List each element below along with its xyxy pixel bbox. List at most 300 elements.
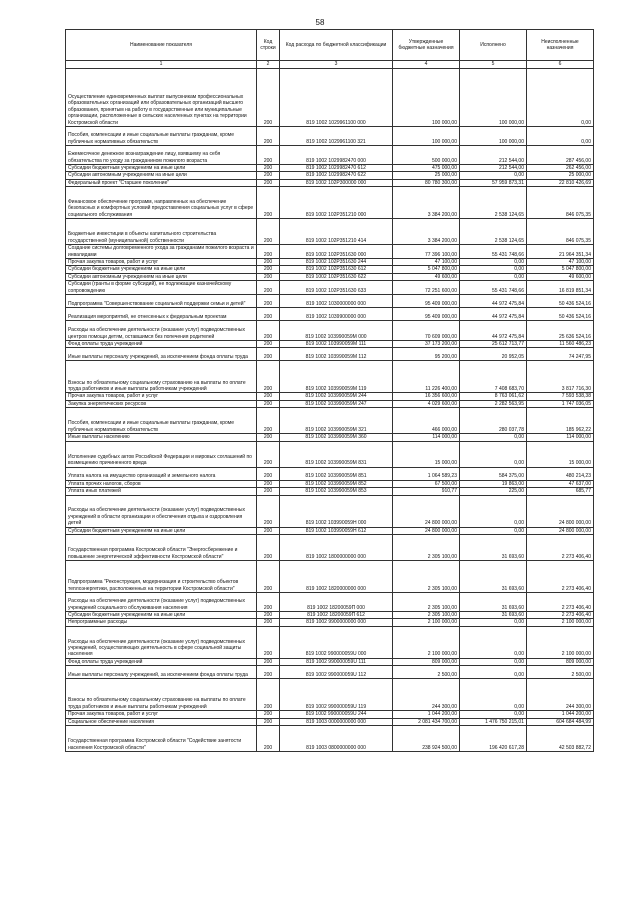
indicator-name-cell: Расходы на обеспечение деятельности (оказание услуг) подведомственных учреждений, осуществляющих деятельность в сфере социальной защиты населения — [66, 626, 257, 658]
table-row — [66, 480, 594, 487]
executed-amount-cell: 0,00 — [460, 259, 527, 266]
header-indicator-name: Наименование показателя — [66, 30, 257, 61]
unexecuted-amount-cell: 42 503 882,72 — [527, 725, 594, 751]
table-row — [66, 281, 594, 295]
executed-amount-cell: 44 972 475,84 — [460, 321, 527, 341]
executed-amount-cell: 100 000,00 — [460, 127, 527, 146]
table-row — [66, 172, 594, 179]
indicator-name-cell: Непрограммные расходы — [66, 619, 257, 626]
page-number: 58 — [315, 18, 325, 27]
table-row — [66, 165, 594, 172]
executed-amount-cell: 0,00 — [460, 172, 527, 179]
header-executed: Исполнено — [460, 30, 527, 61]
approved-amount-cell: 100 000,00 — [393, 69, 460, 127]
unexecuted-amount-cell: 25 636 524,16 — [527, 321, 594, 341]
classification-code-cell: 819 1002 103990059M 851 — [280, 467, 393, 480]
classification-code-cell: 819 1002 103990059M 000 — [280, 321, 393, 341]
indicator-name-cell: Пособия, компенсации и иные социальные выплаты гражданам, кроме публичных нормативных обязательств — [66, 127, 257, 146]
table-header-row — [66, 30, 594, 61]
executed-amount-cell: 0,00 — [460, 495, 527, 527]
line-code-cell: 200 — [257, 361, 280, 393]
table-row — [66, 592, 594, 611]
indicator-name-cell: Прочая закупка товаров, работ и услуг — [66, 393, 257, 400]
indicator-name-cell: Подпрограмма "Совершенствование социальной поддержки семьи и детей" — [66, 295, 257, 308]
executed-amount-cell: 31 693,60 — [460, 611, 527, 618]
approved-amount-cell: 77 396 100,00 — [393, 245, 460, 259]
approved-amount-cell: 2 100 000,00 — [393, 619, 460, 626]
unexecuted-amount-cell: 1 747 036,05 — [527, 400, 594, 407]
classification-code-cell: 819 1002 103990059Н 000 — [280, 495, 393, 527]
line-code-cell: 200 — [257, 393, 280, 400]
approved-amount-cell: 24 800 000,00 — [393, 527, 460, 534]
line-code-cell: 200 — [257, 495, 280, 527]
table-row — [66, 666, 594, 679]
column-number: 3 — [280, 61, 393, 69]
unexecuted-amount-cell: 3 817 716,30 — [527, 361, 594, 393]
unexecuted-amount-cell: 2 100 000,00 — [527, 626, 594, 658]
classification-code-cell: 819 1002 103990059M 360 — [280, 434, 393, 441]
line-code-cell: 200 — [257, 165, 280, 172]
classification-code-cell: 819 1002 990000059U 244 — [280, 711, 393, 718]
line-code-cell: 200 — [257, 127, 280, 146]
approved-amount-cell: 2 305 100,00 — [393, 534, 460, 560]
unexecuted-amount-cell: 1 044 200,00 — [527, 711, 594, 718]
table-row — [66, 408, 594, 434]
classification-code-cell: 819 1002 103990059M 112 — [280, 348, 393, 361]
line-code-cell: 200 — [257, 611, 280, 618]
unexecuted-amount-cell: 0,00 — [527, 69, 594, 127]
line-code-cell: 200 — [257, 273, 280, 280]
classification-code-cell: 819 1002 103990059M 244 — [280, 393, 393, 400]
table-row — [66, 488, 594, 495]
classification-code-cell: 819 1002 1820000000 000 — [280, 560, 393, 592]
indicator-name-cell: Взносы по обязательному социальному страхованию на выплаты по оплате труда работников и иные выплаты работникам учреждений — [66, 679, 257, 711]
classification-code-cell: 819 1002 1029961100 321 — [280, 127, 393, 146]
indicator-name-cell: Иные выплаты персоналу учреждений, за исключением фонда оплаты труда — [66, 666, 257, 679]
indicator-name-cell: Прочая закупка товаров, работ и услуг — [66, 711, 257, 718]
approved-amount-cell: 95 409 000,00 — [393, 295, 460, 308]
table-row — [66, 179, 594, 186]
executed-amount-cell: 2 538 124,65 — [460, 187, 527, 219]
classification-code-cell: 819 1002 102P351210 000 — [280, 187, 393, 219]
line-code-cell: 200 — [257, 308, 280, 321]
line-code-cell: 200 — [257, 666, 280, 679]
line-code-cell: 200 — [257, 295, 280, 308]
indicator-name-cell: Фонд оплаты труда учреждений — [66, 341, 257, 348]
line-code-cell: 200 — [257, 626, 280, 658]
table-row — [66, 245, 594, 259]
indicator-name-cell: Субсидии автономным учреждениям на иные цели — [66, 273, 257, 280]
executed-amount-cell: 212 544,00 — [460, 165, 527, 172]
classification-code-cell: 819 1002 102P351630 000 — [280, 245, 393, 259]
indicator-name-cell: Уплата налога на имущество организаций и земельного налога — [66, 467, 257, 480]
executed-amount-cell: 0,00 — [460, 266, 527, 273]
indicator-name-cell: Ежемесячное денежное вознаграждение лицу, взявшему на себя обязательства по уходу за гражданином пожилого возраста — [66, 146, 257, 165]
table-row — [66, 400, 594, 407]
executed-amount-cell: 196 420 617,28 — [460, 725, 527, 751]
approved-amount-cell: 5 047 800,00 — [393, 266, 460, 273]
executed-amount-cell: 0,00 — [460, 679, 527, 711]
indicator-name-cell: Закупка энергетических ресурсов — [66, 400, 257, 407]
unexecuted-amount-cell: 685,77 — [527, 488, 594, 495]
table-row — [66, 611, 594, 618]
executed-amount-cell: 225,00 — [460, 488, 527, 495]
approved-amount-cell: 80 780 300,00 — [393, 179, 460, 186]
classification-code-cell: 819 1002 1039900000 000 — [280, 308, 393, 321]
executed-amount-cell: 55 431 748,66 — [460, 281, 527, 295]
line-code-cell: 200 — [257, 725, 280, 751]
classification-code-cell: 819 1002 102P351630 622 — [280, 273, 393, 280]
line-code-cell: 200 — [257, 266, 280, 273]
executed-amount-cell: 0,00 — [460, 658, 527, 665]
indicator-name-cell: Фонд оплаты труда учреждений — [66, 658, 257, 665]
line-code-cell: 200 — [257, 658, 280, 665]
approved-amount-cell: 2 100 000,00 — [393, 626, 460, 658]
classification-code-cell: 819 1002 103990059M 852 — [280, 480, 393, 487]
indicator-name-cell: Иные выплаты персоналу учреждений, за исключением фонда оплаты труда — [66, 348, 257, 361]
indicator-name-cell: Федеральный проект "Старшее поколение" — [66, 179, 257, 186]
table-row — [66, 259, 594, 266]
classification-code-cell: 819 1002 102P351630 633 — [280, 281, 393, 295]
line-code-cell: 200 — [257, 146, 280, 165]
column-number: 5 — [460, 61, 527, 69]
table-row — [66, 658, 594, 665]
table-row — [66, 266, 594, 273]
indicator-name-cell: Исполнение судебных актов Российской Федерации и мировых соглашений по возмещению причиненного вреда — [66, 441, 257, 467]
unexecuted-amount-cell: 2 500,00 — [527, 666, 594, 679]
table-row — [66, 725, 594, 751]
unexecuted-amount-cell: 11 560 486,23 — [527, 341, 594, 348]
unexecuted-amount-cell: 846 075,35 — [527, 187, 594, 219]
header-line-code: Код строки — [257, 30, 280, 61]
unexecuted-amount-cell: 0,00 — [527, 127, 594, 146]
table-row — [66, 527, 594, 534]
line-code-cell: 200 — [257, 219, 280, 245]
executed-amount-cell: 0,00 — [460, 434, 527, 441]
unexecuted-amount-cell: 50 436 524,16 — [527, 295, 594, 308]
executed-amount-cell: 100 000,00 — [460, 69, 527, 127]
approved-amount-cell: 238 924 500,00 — [393, 725, 460, 751]
line-code-cell: 200 — [257, 187, 280, 219]
unexecuted-amount-cell: 2 273 406,40 — [527, 592, 594, 611]
line-code-cell: 200 — [257, 560, 280, 592]
unexecuted-amount-cell: 244 300,00 — [527, 679, 594, 711]
unexecuted-amount-cell: 49 600,00 — [527, 273, 594, 280]
indicator-name-cell: Взносы по обязательному социальному страхованию на выплаты по оплате труда работников и иные выплаты работникам учреждений — [66, 361, 257, 393]
line-code-cell: 200 — [257, 467, 280, 480]
classification-code-cell: 819 1002 990000059U 112 — [280, 666, 393, 679]
indicator-name-cell: Государственная программа Костромской области "Содействие занятости населения Костромской области" — [66, 725, 257, 751]
unexecuted-amount-cell: 25 000,00 — [527, 172, 594, 179]
table-row — [66, 187, 594, 219]
executed-amount-cell: 20 952,05 — [460, 348, 527, 361]
column-number: 4 — [393, 61, 460, 69]
column-number: 1 — [66, 61, 257, 69]
approved-amount-cell: 2 305 100,00 — [393, 611, 460, 618]
approved-amount-cell: 95 200,00 — [393, 348, 460, 361]
unexecuted-amount-cell: 2 100 000,00 — [527, 619, 594, 626]
indicator-name-cell: Расходы на обеспечение деятельности (оказание услуг) подведомственных учреждений социального обслуживания населения — [66, 592, 257, 611]
executed-amount-cell: 8 763 061,62 — [460, 393, 527, 400]
table-row — [66, 560, 594, 592]
indicator-name-cell: Пособия, компенсации и иные социальные выплаты гражданам, кроме публичных нормативных обязательств — [66, 408, 257, 434]
indicator-name-cell: Расходы на обеспечение деятельности (оказание услуг) подведомственных учреждений в области организации и обеспечения отдыха и оздоровления детей — [66, 495, 257, 527]
approved-amount-cell: 500 000,00 — [393, 146, 460, 165]
line-code-cell: 200 — [257, 488, 280, 495]
approved-amount-cell: 244 300,00 — [393, 679, 460, 711]
executed-amount-cell: 0,00 — [460, 666, 527, 679]
indicator-name-cell: Расходы на обеспечение деятельности (оказание услуг) подведомственных центров помощи детям, оставшимся без попечения родителей — [66, 321, 257, 341]
approved-amount-cell: 475 000,00 — [393, 165, 460, 172]
table-row — [66, 434, 594, 441]
line-code-cell: 200 — [257, 400, 280, 407]
table-row — [66, 69, 594, 127]
classification-code-cell: 819 1002 103990059M 119 — [280, 361, 393, 393]
executed-amount-cell: 31 693,60 — [460, 560, 527, 592]
executed-amount-cell: 57 959 873,31 — [460, 179, 527, 186]
approved-amount-cell: 100 000,00 — [393, 127, 460, 146]
line-code-cell: 200 — [257, 348, 280, 361]
unexecuted-amount-cell: 74 247,95 — [527, 348, 594, 361]
classification-code-cell: 819 1003 0800000000 000 — [280, 725, 393, 751]
executed-amount-cell: 19 863,00 — [460, 480, 527, 487]
approved-amount-cell: 95 409 000,00 — [393, 308, 460, 321]
column-number: 2 — [257, 61, 280, 69]
line-code-cell: 200 — [257, 408, 280, 434]
unexecuted-amount-cell: 21 964 351,34 — [527, 245, 594, 259]
table-row — [66, 467, 594, 480]
table-row — [66, 341, 594, 348]
approved-amount-cell: 70 609 000,00 — [393, 321, 460, 341]
line-code-cell: 200 — [257, 527, 280, 534]
approved-amount-cell: 2 081 434 700,00 — [393, 718, 460, 725]
executed-amount-cell: 31 693,60 — [460, 534, 527, 560]
classification-code-cell: 819 1002 103990059Н 612 — [280, 527, 393, 534]
indicator-name-cell: Субсидии бюджетным учреждениям на иные цели — [66, 165, 257, 172]
table-row — [66, 295, 594, 308]
approved-amount-cell: 25 000,00 — [393, 172, 460, 179]
classification-code-cell: 819 1002 103990059M 321 — [280, 408, 393, 434]
classification-code-cell: 819 1002 102P351210 414 — [280, 219, 393, 245]
unexecuted-amount-cell: 2 273 406,40 — [527, 560, 594, 592]
classification-code-cell: 819 1002 990000059U 119 — [280, 679, 393, 711]
unexecuted-amount-cell: 604 684 484,99 — [527, 718, 594, 725]
classification-code-cell: 819 1002 103990059M 247 — [280, 400, 393, 407]
executed-amount-cell: 212 544,00 — [460, 146, 527, 165]
executed-amount-cell: 2 538 124,65 — [460, 219, 527, 245]
executed-amount-cell: 0,00 — [460, 527, 527, 534]
unexecuted-amount-cell: 2 273 406,40 — [527, 534, 594, 560]
indicator-name-cell: Субсидии бюджетным учреждениям на иные цели — [66, 266, 257, 273]
table-row — [66, 361, 594, 393]
approved-amount-cell: 466 000,00 — [393, 408, 460, 434]
executed-amount-cell: 7 408 683,70 — [460, 361, 527, 393]
classification-code-cell: 819 1002 1029961100 000 — [280, 69, 393, 127]
executed-amount-cell: 44 972 475,84 — [460, 295, 527, 308]
table-row — [66, 718, 594, 725]
classification-code-cell: 819 1002 103990059M 853 — [280, 488, 393, 495]
executed-amount-cell: 584 375,00 — [460, 467, 527, 480]
indicator-name-cell: Создание системы долговременного ухода за гражданами пожилого возраста и инвалидами — [66, 245, 257, 259]
classification-code-cell: 819 1003 0000000000 000 — [280, 718, 393, 725]
line-code-cell: 200 — [257, 179, 280, 186]
executed-amount-cell: 31 693,60 — [460, 592, 527, 611]
line-code-cell: 200 — [257, 679, 280, 711]
unexecuted-amount-cell: 846 075,35 — [527, 219, 594, 245]
column-number: 6 — [527, 61, 594, 69]
unexecuted-amount-cell: 7 593 538,38 — [527, 393, 594, 400]
approved-amount-cell: 2 305 100,00 — [393, 592, 460, 611]
table-row — [66, 626, 594, 658]
executed-amount-cell: 25 612 713,77 — [460, 341, 527, 348]
indicator-name-cell: Субсидии (гранты в форме субсидий), не подлежащие казначейскому сопровождению — [66, 281, 257, 295]
table-row — [66, 679, 594, 711]
classification-code-cell: 819 1002 102P351630 244 — [280, 259, 393, 266]
unexecuted-amount-cell: 5 047 800,00 — [527, 266, 594, 273]
classification-code-cell: 819 1002 102P351630 612 — [280, 266, 393, 273]
header-budget-classification: Код расхода по бюджетной классификации — [280, 30, 393, 61]
approved-amount-cell: 2 305 100,00 — [393, 560, 460, 592]
line-code-cell: 200 — [257, 434, 280, 441]
indicator-name-cell: Реализация мероприятий, не отнесенных к федеральным проектам — [66, 308, 257, 321]
unexecuted-amount-cell: 480 214,23 — [527, 467, 594, 480]
executed-amount-cell: 1 476 750 215,01 — [460, 718, 527, 725]
classification-code-cell: 819 1002 102P300000 000 — [280, 179, 393, 186]
indicator-name-cell: Государственная программа Костромской области "Энергосбережение и повышение энергетической эффективности Костромской области" — [66, 534, 257, 560]
budget-execution-table — [65, 29, 594, 752]
classification-code-cell: 819 1002 1030000000 000 — [280, 295, 393, 308]
approved-amount-cell: 15 000,00 — [393, 441, 460, 467]
unexecuted-amount-cell: 50 436 524,16 — [527, 308, 594, 321]
approved-amount-cell: 1 044 200,00 — [393, 711, 460, 718]
classification-code-cell: 819 1002 1800000000 000 — [280, 534, 393, 560]
classification-code-cell: 819 1002 990000059U 111 — [280, 658, 393, 665]
line-code-cell: 200 — [257, 245, 280, 259]
unexecuted-amount-cell: 185 962,22 — [527, 408, 594, 434]
line-code-cell: 200 — [257, 534, 280, 560]
approved-amount-cell: 3 384 200,00 — [393, 219, 460, 245]
indicator-name-cell: Бюджетные инвестиции в объекты капитального строительства государственной (муниципальной) собственности — [66, 219, 257, 245]
table-row — [66, 441, 594, 467]
column-number-row — [66, 61, 594, 69]
approved-amount-cell: 37 173 200,00 — [393, 341, 460, 348]
line-code-cell: 200 — [257, 480, 280, 487]
table-row — [66, 321, 594, 341]
line-code-cell: 200 — [257, 711, 280, 718]
classification-code-cell: 819 1002 990000059U 000 — [280, 626, 393, 658]
approved-amount-cell: 49 600,00 — [393, 273, 460, 280]
unexecuted-amount-cell: 22 810 426,69 — [527, 179, 594, 186]
line-code-cell: 200 — [257, 619, 280, 626]
indicator-name-cell: Финансовое обеспечение программ, направленных на обеспечение безопасных и комфортных условий предоставления социальных услуг в сфере социального обслуживания — [66, 187, 257, 219]
indicator-name-cell: Субсидии бюджетным учреждениям на иные цели — [66, 611, 257, 618]
table-body — [66, 69, 594, 752]
approved-amount-cell: 11 226 400,00 — [393, 361, 460, 393]
unexecuted-amount-cell: 287 456,00 — [527, 146, 594, 165]
indicator-name-cell: Прочая закупка товаров, работ и услуг — [66, 259, 257, 266]
approved-amount-cell: 809 000,00 — [393, 658, 460, 665]
unexecuted-amount-cell: 114 000,00 — [527, 434, 594, 441]
line-code-cell: 200 — [257, 718, 280, 725]
classification-code-cell: 819 1002 1029982470 612 — [280, 165, 393, 172]
table-row — [66, 146, 594, 165]
approved-amount-cell: 2 500,00 — [393, 666, 460, 679]
unexecuted-amount-cell: 24 800 000,00 — [527, 527, 594, 534]
classification-code-cell: 819 1002 103990059M 111 — [280, 341, 393, 348]
table-row — [66, 711, 594, 718]
unexecuted-amount-cell: 24 800 000,00 — [527, 495, 594, 527]
approved-amount-cell: 24 800 000,00 — [393, 495, 460, 527]
approved-amount-cell: 910,77 — [393, 488, 460, 495]
indicator-name-cell: Уплата прочих налогов, сборов — [66, 480, 257, 487]
approved-amount-cell: 3 384 200,00 — [393, 187, 460, 219]
classification-code-cell: 819 1002 1029982470 000 — [280, 146, 393, 165]
indicator-name-cell: Осуществление единовременных выплат выпускникам профессиональных образовательных организаций или образовательных организаций высшего образования, принятым на работу в государственные или муниципальные организации, расположенные в сельских населенных пунктах на территории Костромской области — [66, 69, 257, 127]
line-code-cell: 200 — [257, 441, 280, 467]
header-approved: Утвержденные бюджетные назначения — [393, 30, 460, 61]
unexecuted-amount-cell: 47 100,00 — [527, 259, 594, 266]
line-code-cell: 200 — [257, 321, 280, 341]
indicator-name-cell: Субсидии бюджетным учреждениям на иные цели — [66, 527, 257, 534]
executed-amount-cell: 0,00 — [460, 711, 527, 718]
approved-amount-cell: 72 251 600,00 — [393, 281, 460, 295]
executed-amount-cell: 0,00 — [460, 273, 527, 280]
table-row — [66, 273, 594, 280]
table-row — [66, 127, 594, 146]
approved-amount-cell: 1 064 589,23 — [393, 467, 460, 480]
executed-amount-cell: 44 972 475,84 — [460, 308, 527, 321]
unexecuted-amount-cell: 15 000,00 — [527, 441, 594, 467]
approved-amount-cell: 4 029 600,00 — [393, 400, 460, 407]
approved-amount-cell: 67 500,00 — [393, 480, 460, 487]
executed-amount-cell: 0,00 — [460, 626, 527, 658]
unexecuted-amount-cell: 16 819 851,34 — [527, 281, 594, 295]
indicator-name-cell: Иные выплаты населению — [66, 434, 257, 441]
table-row — [66, 534, 594, 560]
table-row — [66, 219, 594, 245]
table-row — [66, 308, 594, 321]
unexecuted-amount-cell: 809 000,00 — [527, 658, 594, 665]
classification-code-cell: 819 1002 18200059П 000 — [280, 592, 393, 611]
executed-amount-cell: 0,00 — [460, 441, 527, 467]
line-code-cell: 200 — [257, 341, 280, 348]
table-row — [66, 495, 594, 527]
unexecuted-amount-cell: 2 273 406,40 — [527, 611, 594, 618]
indicator-name-cell: Подпрограмма "Реконструкция, модернизация и строительство объектов теплоэнергетики, расположенных на территории Костромской области" — [66, 560, 257, 592]
unexecuted-amount-cell: 47 637,00 — [527, 480, 594, 487]
header-unexecuted: Неисполненные назначения — [527, 30, 594, 61]
approved-amount-cell: 16 356 600,00 — [393, 393, 460, 400]
classification-code-cell: 819 1002 9900000000 000 — [280, 619, 393, 626]
line-code-cell: 200 — [257, 69, 280, 127]
indicator-name-cell: Социальное обеспечение населения — [66, 718, 257, 725]
classification-code-cell: 819 1002 1029982470 622 — [280, 172, 393, 179]
executed-amount-cell: 0,00 — [460, 619, 527, 626]
line-code-cell: 200 — [257, 259, 280, 266]
table-row — [66, 348, 594, 361]
executed-amount-cell: 280 037,78 — [460, 408, 527, 434]
executed-amount-cell: 55 431 748,66 — [460, 245, 527, 259]
table-row — [66, 619, 594, 626]
line-code-cell: 200 — [257, 592, 280, 611]
indicator-name-cell: Субсидии автономным учреждениям на иные цели — [66, 172, 257, 179]
line-code-cell: 200 — [257, 172, 280, 179]
approved-amount-cell: 47 100,00 — [393, 259, 460, 266]
unexecuted-amount-cell: 262 456,00 — [527, 165, 594, 172]
indicator-name-cell: Уплата иных платежей — [66, 488, 257, 495]
approved-amount-cell: 114 000,00 — [393, 434, 460, 441]
table-row — [66, 393, 594, 400]
